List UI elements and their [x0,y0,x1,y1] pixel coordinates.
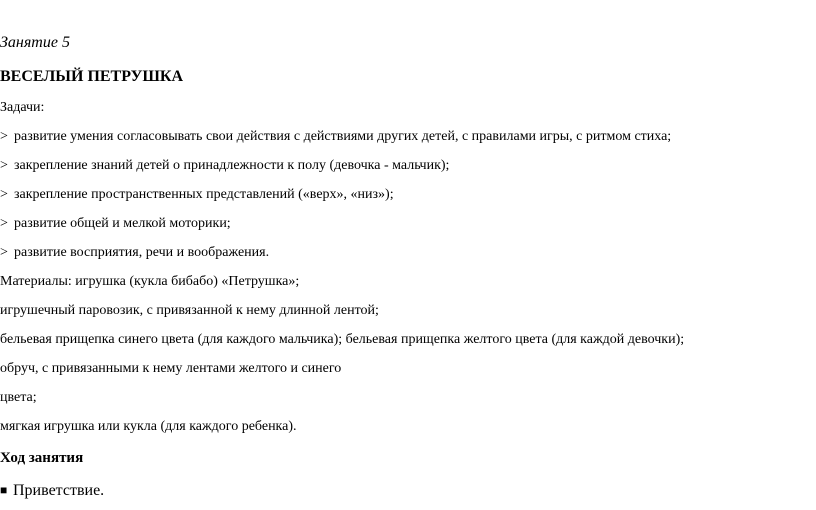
lesson-label: Занятие 5 [0,34,70,51]
task-item [0,128,671,146]
arrow-marker-icon: > [0,187,8,202]
greeting-step [0,479,104,502]
greeting-text: Приветствие. [13,482,105,499]
task-text: развитие восприятия, речи и воображения. [14,245,270,260]
task-text: развитие умения согласовывать свои действия с действиями других детей, с правилами игры, с ритмом стиха; [14,129,672,144]
course-heading: Ход занятия [0,450,84,466]
materials-line: бельевая прищепка синего цвета (для каждого мальчика); бельевая прищепка желтого цвета (для каждой девочки); [0,332,685,347]
task-text: закрепление знаний детей о принадлежности к полу (девочка - мальчик); [14,158,450,173]
arrow-marker-icon: > [0,158,8,173]
square-bullet-icon: ■ [0,483,8,497]
tasks-label: Задачи: [0,100,45,115]
arrow-marker-icon: > [0,245,8,260]
materials-line: цвета; [0,390,37,405]
task-text: закрепление пространственных представлений («верх», «низ»); [14,187,394,202]
task-item [0,215,231,233]
materials-line: обруч, с привязанными к нему лентами желтого и синего [0,361,342,376]
task-item [0,157,449,175]
materials-line: мягкая игрушка или кукла (для каждого ребенка). [0,419,297,434]
materials-line: игрушечный паровозик, с привязанной к нему длинной лентой; [0,303,379,318]
arrow-marker-icon: > [0,129,8,144]
task-text: развитие общей и мелкой моторики; [14,216,231,231]
task-item [0,244,269,262]
task-item [0,186,394,204]
page-title: ВЕСЕЛЫЙ ПЕТРУШКА [0,68,184,85]
arrow-marker-icon: > [0,216,8,231]
materials-line: Материалы: игрушка (кукла бибабо) «Петрушка»; [0,274,300,289]
